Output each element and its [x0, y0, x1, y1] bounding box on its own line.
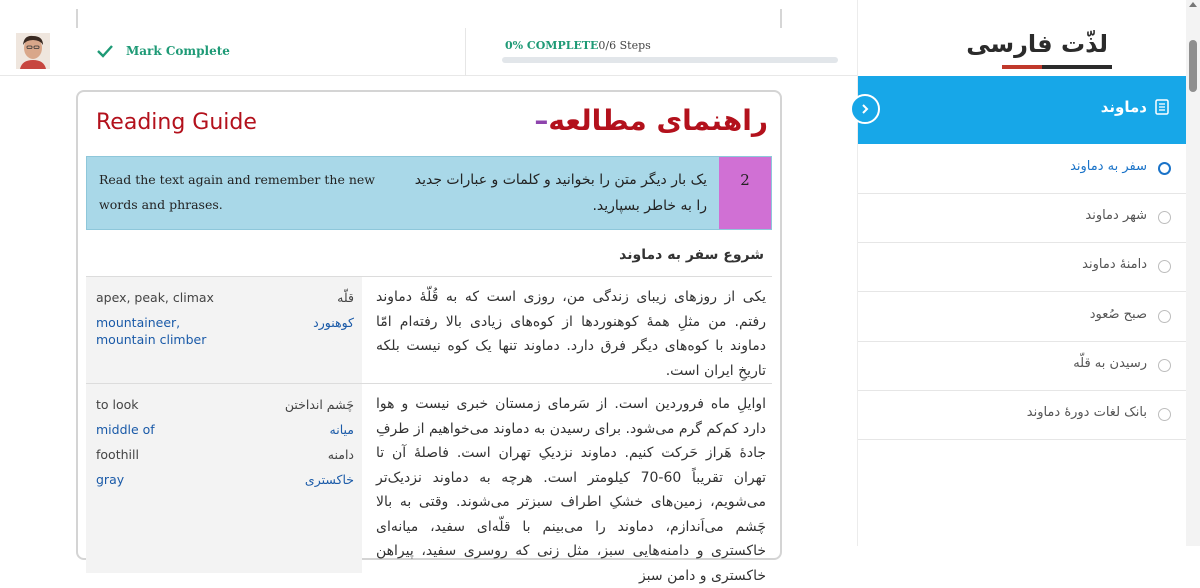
glossary-panel	[86, 277, 362, 383]
mark-complete-label: Mark Complete	[126, 44, 230, 58]
divider	[465, 28, 466, 76]
lesson-status-icon	[1158, 359, 1171, 372]
unit-title-text: دماوند	[1100, 98, 1147, 116]
lesson-label: دامنهٔ دماوند	[1082, 257, 1147, 272]
sidebar-toggle-button[interactable]	[850, 94, 880, 124]
lesson-status-icon	[1158, 260, 1171, 273]
lesson-item-6[interactable]	[858, 391, 1187, 440]
lesson-item-5[interactable]	[858, 342, 1187, 391]
glossary-fa: خاکستری	[304, 472, 354, 487]
guide-title-fa	[526, 104, 768, 137]
glossary-panel	[86, 384, 362, 573]
unit-header[interactable]	[858, 76, 1187, 144]
lesson-item-2[interactable]	[858, 194, 1187, 243]
page-scrollbar[interactable]	[1186, 0, 1200, 546]
lesson-status-icon	[1158, 310, 1171, 323]
lesson-label: شهر دماوند	[1085, 208, 1147, 223]
glossary-en: gray	[96, 472, 125, 487]
progress-percent: 0% COMPLETE	[505, 39, 599, 52]
glossary-en: middle of	[96, 422, 155, 437]
glossary-fa: چَشم انداختن	[284, 397, 354, 412]
glossary-fa: کوهنورد	[313, 315, 354, 330]
glossary-fa: قلّه	[337, 290, 354, 305]
avatar[interactable]	[16, 33, 50, 69]
guide-dash: –	[534, 104, 549, 137]
lesson-item-1[interactable]	[858, 145, 1187, 194]
site-logo[interactable]	[966, 30, 1108, 58]
unit-title	[1101, 98, 1169, 116]
progress-track	[502, 57, 838, 63]
glossary-fa: دامنه	[327, 447, 354, 462]
document-icon	[1155, 99, 1169, 115]
glossary-en: apex, peak, climax	[96, 290, 214, 305]
chevron-right-icon	[860, 103, 870, 115]
scroll-up-arrow-icon[interactable]	[1189, 2, 1197, 7]
glossary-en: mountaineer, mountain climber	[96, 315, 207, 347]
lesson-label: صبح صُعود	[1089, 307, 1147, 322]
lesson-label: سفر به دماوند	[1070, 159, 1147, 174]
progress-status	[505, 39, 651, 52]
logo-underline	[1002, 65, 1112, 69]
lesson-item-3[interactable]	[858, 243, 1187, 292]
mark-complete-button[interactable]	[96, 41, 230, 61]
progress-steps: 0/6 Steps	[598, 39, 651, 52]
guide-title-en: Reading Guide	[96, 110, 257, 135]
lesson-status-icon	[1158, 408, 1171, 421]
lesson-label: بانک لغات دورهٔ دماوند	[1026, 405, 1147, 420]
instruction-text-fa: یک بار دیگر متن را بخوانید و کلمات و عبارات جدید را به خاطر بسپارید.	[414, 172, 707, 214]
scrollbar-thumb[interactable]	[1189, 40, 1197, 92]
guide-title-fa-text: راهنمای مطالعه	[548, 104, 768, 137]
lesson-status-icon	[1158, 162, 1171, 175]
check-icon	[96, 43, 114, 59]
glossary-en: to look	[96, 397, 139, 412]
instruction-number: 2	[719, 157, 771, 229]
logo-text: لذّت فارسی	[966, 30, 1108, 58]
reading-paragraph: یکی از روزهای زیبای زندگی من، روزی است که به قُلّهٔ دماوند رفتم. من مثلِ همهٔ کوهنوردها از کوه‌های زیادی بالا رفته‌ام امّا دماوند با کوه‌های دیگر فرق دارد. دماوند تنها یک کوه نیست بلکه تاریخِ ایران است.	[376, 289, 766, 379]
glossary-fa: میانه	[329, 422, 354, 437]
reading-guide-card	[76, 90, 782, 584]
lesson-status-icon	[1158, 211, 1171, 224]
reading-row	[86, 276, 772, 383]
course-sidebar	[857, 0, 1186, 546]
instruction-box	[86, 156, 772, 230]
lesson-item-4[interactable]	[858, 293, 1187, 342]
reading-row	[86, 383, 772, 584]
section-title: شروع سفر به دماوند	[619, 247, 764, 263]
instruction-text-en: Read the text again and remember the new words and phrases.	[99, 172, 375, 212]
glossary-en: foothill	[96, 447, 139, 462]
lesson-label: رسیدن به قلّه	[1073, 356, 1147, 371]
reading-paragraph: اوایلِ ماه فروردین است. از سَرمای زمستان خبری نیست و هوا دارد کم‌کم گرم می‌شود. برای رسیدن به دماوند می‌خواهیم از طرفِ جادهٔ هَراز حَرکت کنیم. دماوند نزدیکِ تهران است. فاصلهٔ آن تا تهران تقریباً 60-70 کیلومتر است. هرچه به دماوند نزدیک‌تر می‌شویم، زمین‌های خشکِ اطراف سبزتر می‌شوند. وقتی به بالا چَشم می‌اَندازم، دماوند را می‌بینم با قلّه‌ای سفید، میانه‌ای خاکستری و دامنه‌هایی سبز، مثل زنی که روسری سفید، پیراهن خاکستری و دامن سبز	[376, 396, 766, 584]
